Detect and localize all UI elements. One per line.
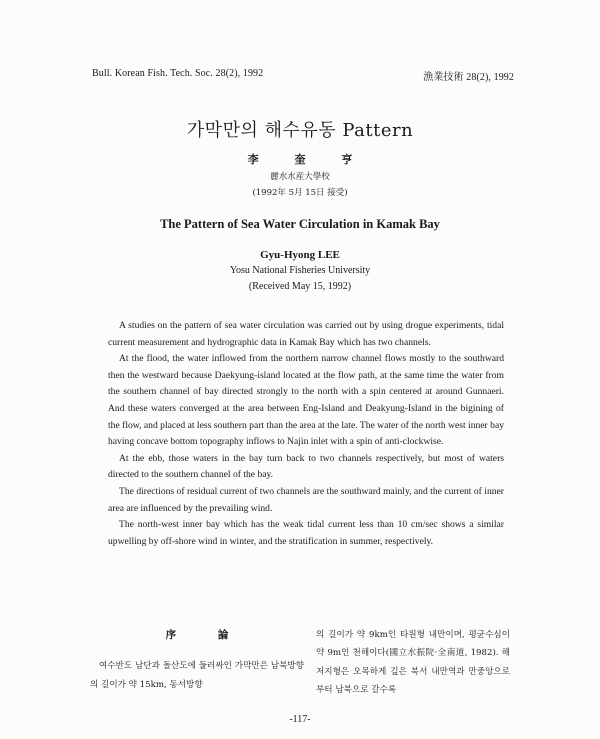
journal-citation-right: 漁業技術 28(2), 1992	[423, 72, 514, 83]
title-english: The Pattern of Sea Water Circulation in Kamak Bay	[160, 217, 440, 231]
abstract-paragraph: The north-west inner bay which has the weak tidal current less than 10 cm/sec shows a similar upwelling by off-shore wind in winter, and the stratification in summer, respectively.	[108, 519, 504, 547]
body-paragraph: 의 길이가 약 9km인 타원형 내만이며, 평균수심이 약 9m인 천해이다(國立水振院·全南道, 1982). 해저지형은 오목하게 깊은 북서 내만역과 만중앙으로 부터 남북으로 갈수록	[316, 630, 510, 696]
received-date-english: (Received May 15, 1992)	[248, 281, 352, 292]
affiliation-korean: 麗水水産大學校	[270, 172, 330, 182]
affiliation-english: Yosu National Fisheries University	[229, 265, 371, 276]
body-column-right	[316, 626, 510, 700]
author-korean: 李 奎 亨	[247, 153, 353, 166]
page-number: -117-	[289, 714, 311, 725]
author-english: Gyu-Hyong LEE	[260, 249, 340, 261]
received-date-korean: (1992年 5月 15日 接受)	[252, 188, 348, 198]
body-paragraph: 여수반도 남단과 돌산도에 둘러싸인 가막만은 남북방향의 길이가 약 15km, 동서방향	[90, 661, 304, 690]
abstract	[108, 318, 504, 550]
abstract-paragraph: A studies on the pattern of sea water circulation was carried out by using drogue experiments, tidal current measurement and hydrographic data in Kamak Bay which has two channels.	[108, 320, 504, 348]
abstract-paragraph: The directions of residual current of two channels are the southward mainly, and the current of inner area are influenced by the prevailing wind.	[108, 485, 504, 514]
section-heading: 序 論	[165, 629, 229, 641]
title-korean: 가막만의 해수유동 Pattern	[186, 120, 414, 141]
body-column-left	[90, 626, 304, 694]
abstract-paragraph: At the ebb, those waters in the bay turn back to two channels respectively, but most of waters directed to the southern channel of the bay.	[108, 452, 504, 481]
abstract-paragraph: At the flood, the water inflowed from the northern narrow channel flows mostly to the southward then the westward because Daekyung-island located at the flow path, at the same time the water from the southern channel of bay directed strongly to the north with a spin centered at around Gunnaeri. And these waters converged at the area between Eng-Island and Deakyung-Island in the bigining of the flow, and placed at less southern part than the area at the late. The water of the north west inner bay having concave bottom topography inflows to Najin inlet with a spin of anti-clockwise.	[108, 353, 504, 448]
journal-citation-left: Bull. Korean Fish. Tech. Soc. 28(2), 1992	[92, 68, 264, 79]
